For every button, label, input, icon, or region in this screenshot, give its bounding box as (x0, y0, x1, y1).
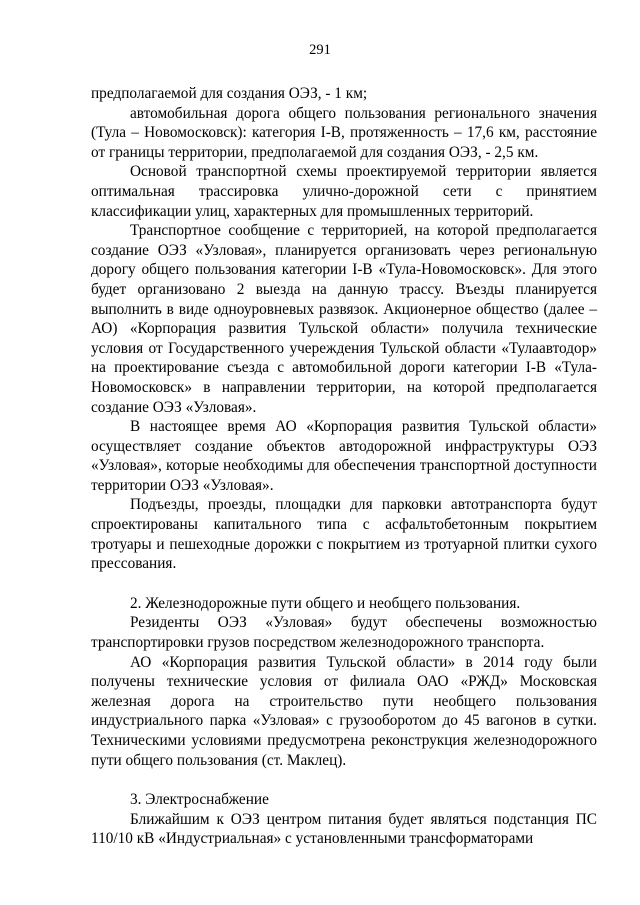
section-heading: 3. Электроснабжение (130, 791, 269, 809)
paragraph: Транспортное сообщение с территорией, на которой предполагается создание ОЭЗ «Узловая», планируется организовать через региональную дорогу общего пользования категории I-В «Тула-Новомосковск». Для этого будет организовано 2 выезда на данную трассу. Въезды планируется выполнить в виде одноуровневых развязок. Акционерное общество (далее – АО) «Корпорация развития Тульской области» получила технические условия от Государственного учереждения Тульской области «Тулаавтодор» на проектирование съезда с автомобильной дороги категории I-В «Тула-Новомосковск» в направлении территории, на которой предполагается создание ОЭЗ «Узловая». (91, 222, 597, 416)
paragraph: Подъезды, проезды, площадки для парковки автотранспорта будут спроектированы капитального типа с асфальтобетонным покрытием тротуары и пешеходные дорожки с покрытием из тротуарной плитки сухого прессования. (91, 496, 597, 573)
paragraph: АО «Корпорация развития Тульской области» в 2014 году были получены технические условия от филиала ОАО «РЖД» Московская железная дорога на строительство пути необщего пользования индустриального парка «Узловая» с грузооборотом до 45 вагонов в сутки. Техническими условиями предусмотрена реконструкция железнодорожного пути общего пользования (ст. Маклец). (91, 653, 597, 769)
paragraph: В настоящее время АО «Корпорация развития Тульской области» осуществляет создание объектов автодорожной инфраструктуры ОЭЗ «Узловая», которые необходимы для обеспечения транспортной доступности территории ОЭЗ «Узловая». (91, 418, 597, 494)
paragraph: предполагаемой для создания ОЭЗ, - 1 км; (91, 85, 368, 102)
paragraph: автомобильная дорога общего пользования регионального значения (Тула – Новомосковск): категория I-В, протяженность – 17,6 км, расстояние от границы территории, предполагаемой для создания ОЭЗ, - 2,5 км. (91, 104, 597, 161)
document-body (91, 84, 597, 849)
page-number: 291 (309, 42, 331, 58)
paragraph: Ближайшим к ОЭЗ центром питания будет являться подстанция ПС 110/10 кВ «Индустриальная» с установленными трансформаторами (91, 810, 597, 848)
paragraph: Резиденты ОЭЗ «Узловая» будут обеспечены возможностью транспортировки грузов посредством железнодорожного транспорта. (91, 614, 597, 652)
section-heading: 2. Железнодорожные пути общего и необщего пользования. (130, 594, 521, 612)
paragraph: Основой транспортной схемы проектируемой территории является оптимальная трассировка улично-дорожной сети с принятием классификации улиц, характерных для промышленных территорий. (91, 163, 597, 220)
